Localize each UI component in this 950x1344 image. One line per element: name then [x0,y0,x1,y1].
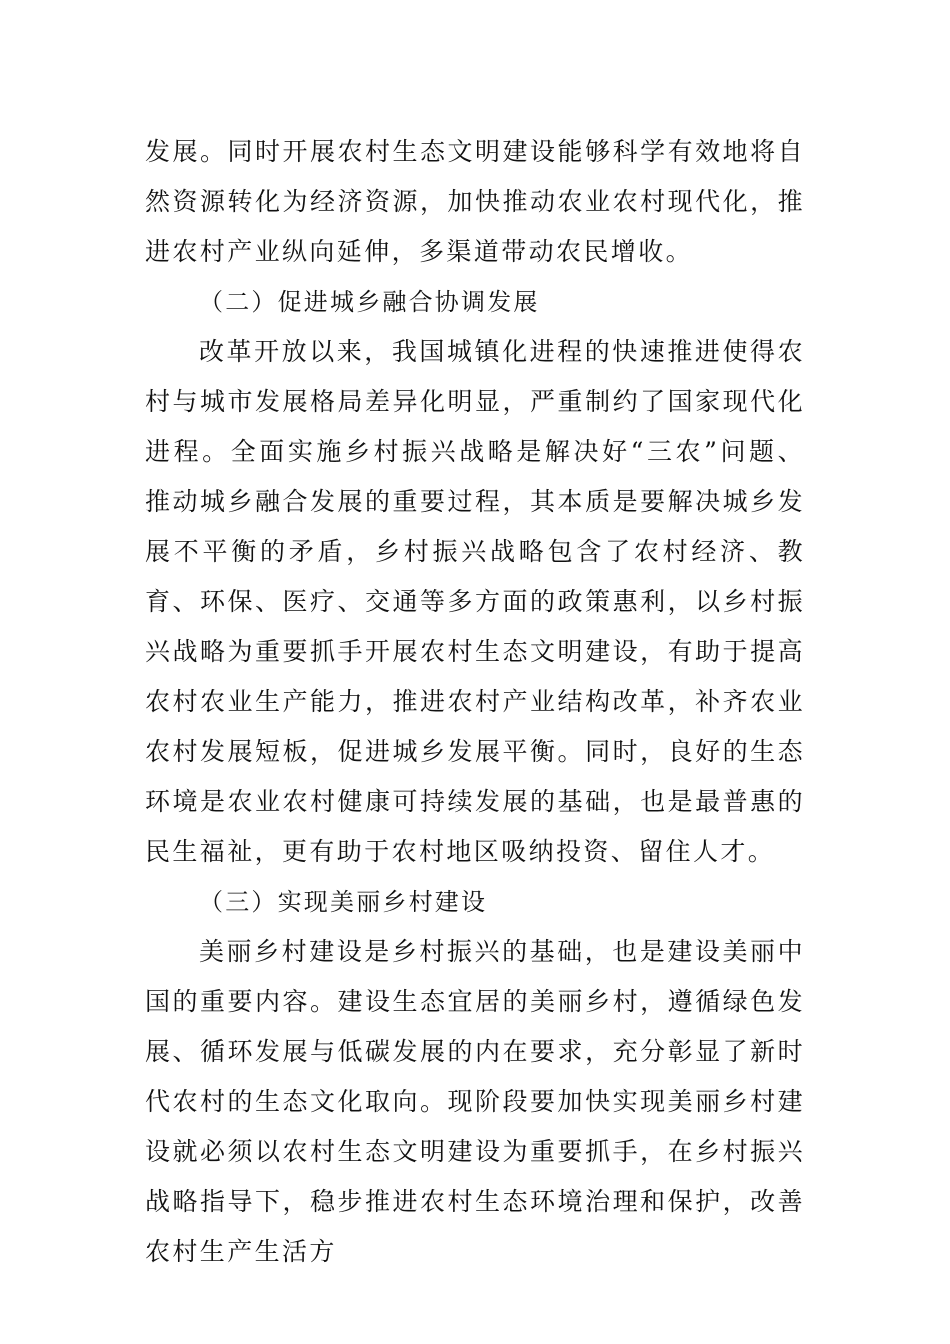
section-heading-3: （三）实现美丽乡村建设 [199,888,488,916]
document-body [145,127,805,1277]
paragraph-urban-rural: 改革开放以来，我国城镇化进程的快速推进使得农村与城市发展格局差异化明显，严重制约了国家现代化进程。全面实施乡村振兴战略是解决好“三农”问题、推动城乡融合发展的重要过程，其本质是要解决城乡发展不平衡的矛盾，乡村振兴战略包含了农村经济、教育、环保、医疗、交通等多方面的政策惠利，以乡村振兴战略为重要抓手开展农村生态文明建设，有助于提高农村农业生产能力，推进农村产业结构改革，补齐农业农村发展短板，促进城乡发展平衡。同时，良好的生态环境是农业农村健康可持续发展的基础，也是最普惠的民生福祉，更有助于农村地区吸纳投资、留住人才。 [145,337,805,866]
paragraph-continuation: 发展。同时开展农村生态文明建设能够科学有效地将自然资源转化为经济资源，加快推动农业农村现代化，推进农村产业纵向延伸，多渠道带动农民增收。 [145,137,805,266]
section-heading-2: （二）促进城乡融合协调发展 [199,288,540,316]
paragraph-beautiful-village: 美丽乡村建设是乡村振兴的基础，也是建设美丽中国的重要内容。建设生态宜居的美丽乡村，遵循绿色发展、循环发展与低碳发展的内在要求，充分彰显了新时代农村的生态文化取向。现阶段要加快实现美丽乡村建设就必须以农村生态文明建设为重要抓手，在乡村振兴战略指导下，稳步推进农村生态环境治理和保护，改善农村生产生活方 [145,937,805,1266]
